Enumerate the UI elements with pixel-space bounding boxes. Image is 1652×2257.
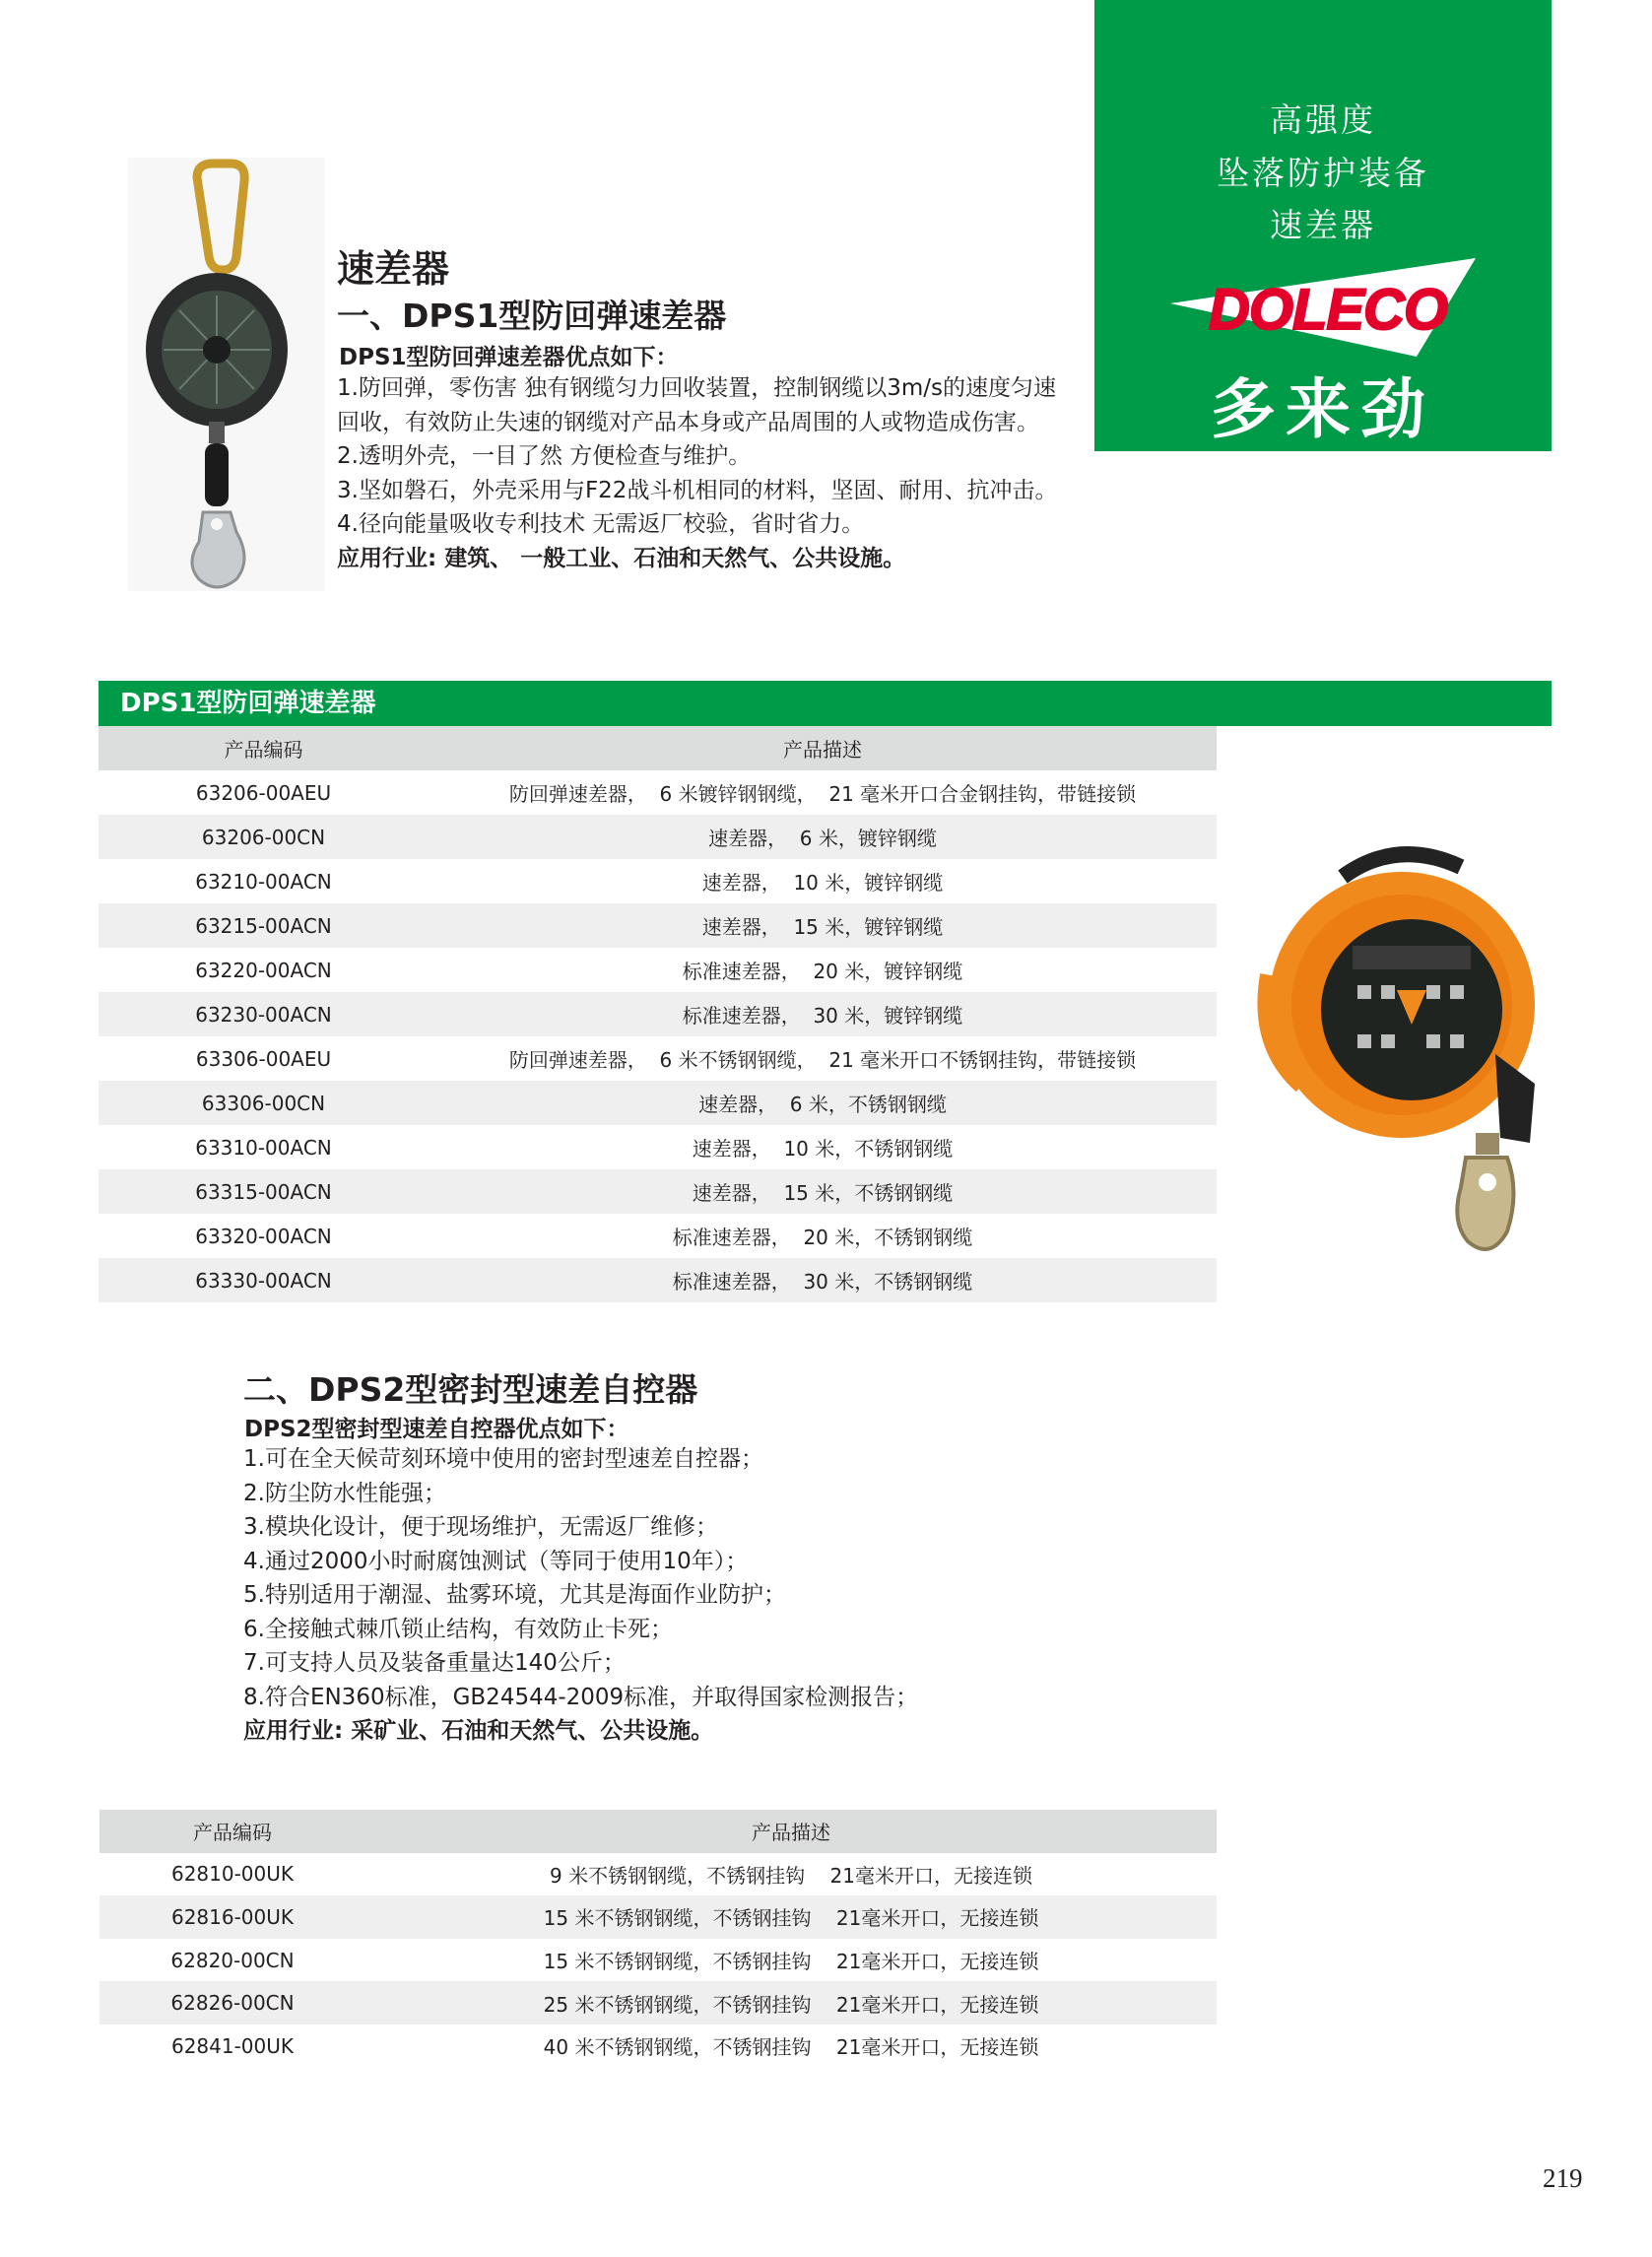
table-row [99,770,1217,815]
product-table-dps2 [99,1810,1217,2068]
feature-item: 8.符合EN360标准，GB24544-2009标准，并取得国家检测报告； [243,1684,919,1710]
table-row [99,992,1217,1036]
table-row [99,1125,1217,1169]
brand-panel [1094,0,1552,451]
table-row [99,1169,1217,1214]
product-description-cell: 速差器， 15 米，镀锌钢缆 [429,903,1217,948]
table-row [99,1939,1217,1982]
svg-text:DOLECO: DOLECO [1208,278,1448,342]
product-code-cell: 63206-00CN [99,815,429,859]
feature-item: 1.防回弹，零伤害 独有钢缆匀力回收装置，控制钢缆以3m/s的速度匀速 [337,375,1057,401]
table1-heading-bar: DPS1型防回弹速差器 [99,681,1552,726]
doleco-logo [1170,258,1476,357]
feature-item: 回收，有效防止失速的钢缆对产品本身或产品周围的人或物造成伤害。 [337,409,1039,435]
section2-title: 二、DPS2型密封型速差自控器 [243,1370,698,1409]
category-title: 速差器 [337,247,450,291]
product-description-cell: 速差器， 15 米，不锈钢钢缆 [429,1169,1217,1214]
product-code-cell: 63320-00ACN [99,1214,429,1258]
table-row [99,1895,1217,1939]
product-description-cell: 标准速差器， 30 米，不锈钢钢缆 [429,1258,1217,1302]
product-code-cell: 62826-00CN [99,1981,365,2025]
feature-item: 7.可支持人员及装备重量达140公斤； [243,1650,626,1676]
table-row [99,1258,1217,1302]
section1-subtitle: DPS1型防回弹速差器优点如下： [339,345,679,370]
product-code-cell: 63206-00AEU [99,770,429,815]
product-code-cell: 63310-00ACN [99,1125,429,1169]
feature-item: 1.可在全天候苛刻环境中使用的密封型速差自控器； [243,1446,763,1472]
dps2-product-photo [1249,798,1550,1276]
product-description-cell: 15 米不锈钢钢缆，不锈钢挂钩 21毫米开口，无接连锁 [365,1939,1217,1982]
product-code-cell: 63306-00AEU [99,1036,429,1081]
section1-feature-list [337,371,1057,575]
page-number: 219 [1543,2163,1583,2193]
product-description-cell: 40 米不锈钢钢缆，不锈钢挂钩 21毫米开口，无接连锁 [365,2025,1217,2068]
product-code-cell: 63306-00CN [99,1081,429,1125]
brand-line-3: 速差器 [1270,206,1376,244]
product-description-cell: 防回弹速差器， 6 米不锈钢钢缆， 21 毫米开口不锈钢挂钩，带链接锁 [429,1036,1217,1081]
table-row [99,2025,1217,2068]
column-header-description: 产品描述 [365,1810,1217,1853]
table-row [99,859,1217,903]
brand-chinese-name: 多来劲 [1211,371,1435,447]
table-row [99,1214,1217,1258]
feature-item: 4.径向能量吸收专利技术 无需返厂校验，省时省力。 [337,511,865,537]
feature-item: 4.通过2000小时耐腐蚀测试（等同于使用10年）； [243,1548,749,1574]
brand-line-2: 坠落防护装备 [1217,154,1429,192]
column-header-description: 产品描述 [429,726,1217,770]
product-description-cell: 25 米不锈钢钢缆，不锈钢挂钩 21毫米开口，无接连锁 [365,1981,1217,2025]
table-row [99,948,1217,992]
product-code-cell: 63215-00ACN [99,903,429,948]
product-code-cell: 63315-00ACN [99,1169,429,1214]
product-code-cell: 62810-00UK [99,1853,365,1896]
table-row [99,1081,1217,1125]
product-code-cell: 62841-00UK [99,2025,365,2068]
product-code-cell: 62816-00UK [99,1895,365,1939]
table-header-row [99,1810,1217,1853]
table-row [99,1981,1217,2025]
feature-item: 2.防尘防水性能强； [243,1480,446,1506]
feature-item: 3.模块化设计，便于现场维护，无需返厂维修； [243,1514,718,1540]
industries-text: 应用行业: 建筑、 一般工业、石油和天然气、公共设施。 [337,545,906,571]
section2-feature-list [243,1442,918,1749]
product-code-cell: 63330-00ACN [99,1258,429,1302]
product-description-cell: 速差器， 6 米，镀锌钢缆 [429,815,1217,859]
industries-text: 应用行业: 采矿业、石油和天然气、公共设施。 [243,1718,714,1744]
product-table-dps1 [99,726,1217,1302]
brand-line-1: 高强度 [1270,100,1376,139]
product-code-cell: 63210-00ACN [99,859,429,903]
product-description-cell: 标准速差器， 20 米，不锈钢钢缆 [429,1214,1217,1258]
product-description-cell: 防回弹速差器， 6 米镀锌钢钢缆， 21 毫米开口合金钢挂钩，带链接锁 [429,770,1217,815]
table-row [99,1036,1217,1081]
product-description-cell: 速差器， 6 米，不锈钢钢缆 [429,1081,1217,1125]
table-row [99,1853,1217,1896]
product-code-cell: 63230-00ACN [99,992,429,1036]
section1-title: 一、DPS1型防回弹速差器 [337,297,727,335]
column-header-code: 产品编码 [99,726,429,770]
feature-item: 6.全接触式棘爪锁止结构，有效防止卡死； [243,1616,673,1642]
column-header-code: 产品编码 [99,1810,365,1853]
section2-subtitle: DPS2型密封型速差自控器优点如下： [244,1417,629,1442]
product-description-cell: 速差器， 10 米，镀锌钢缆 [429,859,1217,903]
table-row [99,815,1217,859]
product-description-cell: 标准速差器， 30 米，镀锌钢缆 [429,992,1217,1036]
product-description-cell: 标准速差器， 20 米，镀锌钢缆 [429,948,1217,992]
feature-item: 5.特别适用于潮湿、盐雾环境，尤其是海面作业防护； [243,1582,786,1608]
table-header-row [99,726,1217,770]
product-description-cell: 15 米不锈钢钢缆，不锈钢挂钩 21毫米开口，无接连锁 [365,1895,1217,1939]
dps1-product-photo [128,158,325,591]
product-description-cell: 速差器， 10 米，不锈钢钢缆 [429,1125,1217,1169]
product-code-cell: 63220-00ACN [99,948,429,992]
table-row [99,903,1217,948]
feature-item: 3.坚如磐石，外壳采用与F22战斗机相同的材料，坚固、耐用、抗冲击。 [337,477,1058,503]
product-code-cell: 62820-00CN [99,1939,365,1982]
product-description-cell: 9 米不锈钢钢缆，不锈钢挂钩 21毫米开口，无接连锁 [365,1853,1217,1896]
feature-item: 2.透明外壳，一目了然 方便检查与维护。 [337,443,752,469]
